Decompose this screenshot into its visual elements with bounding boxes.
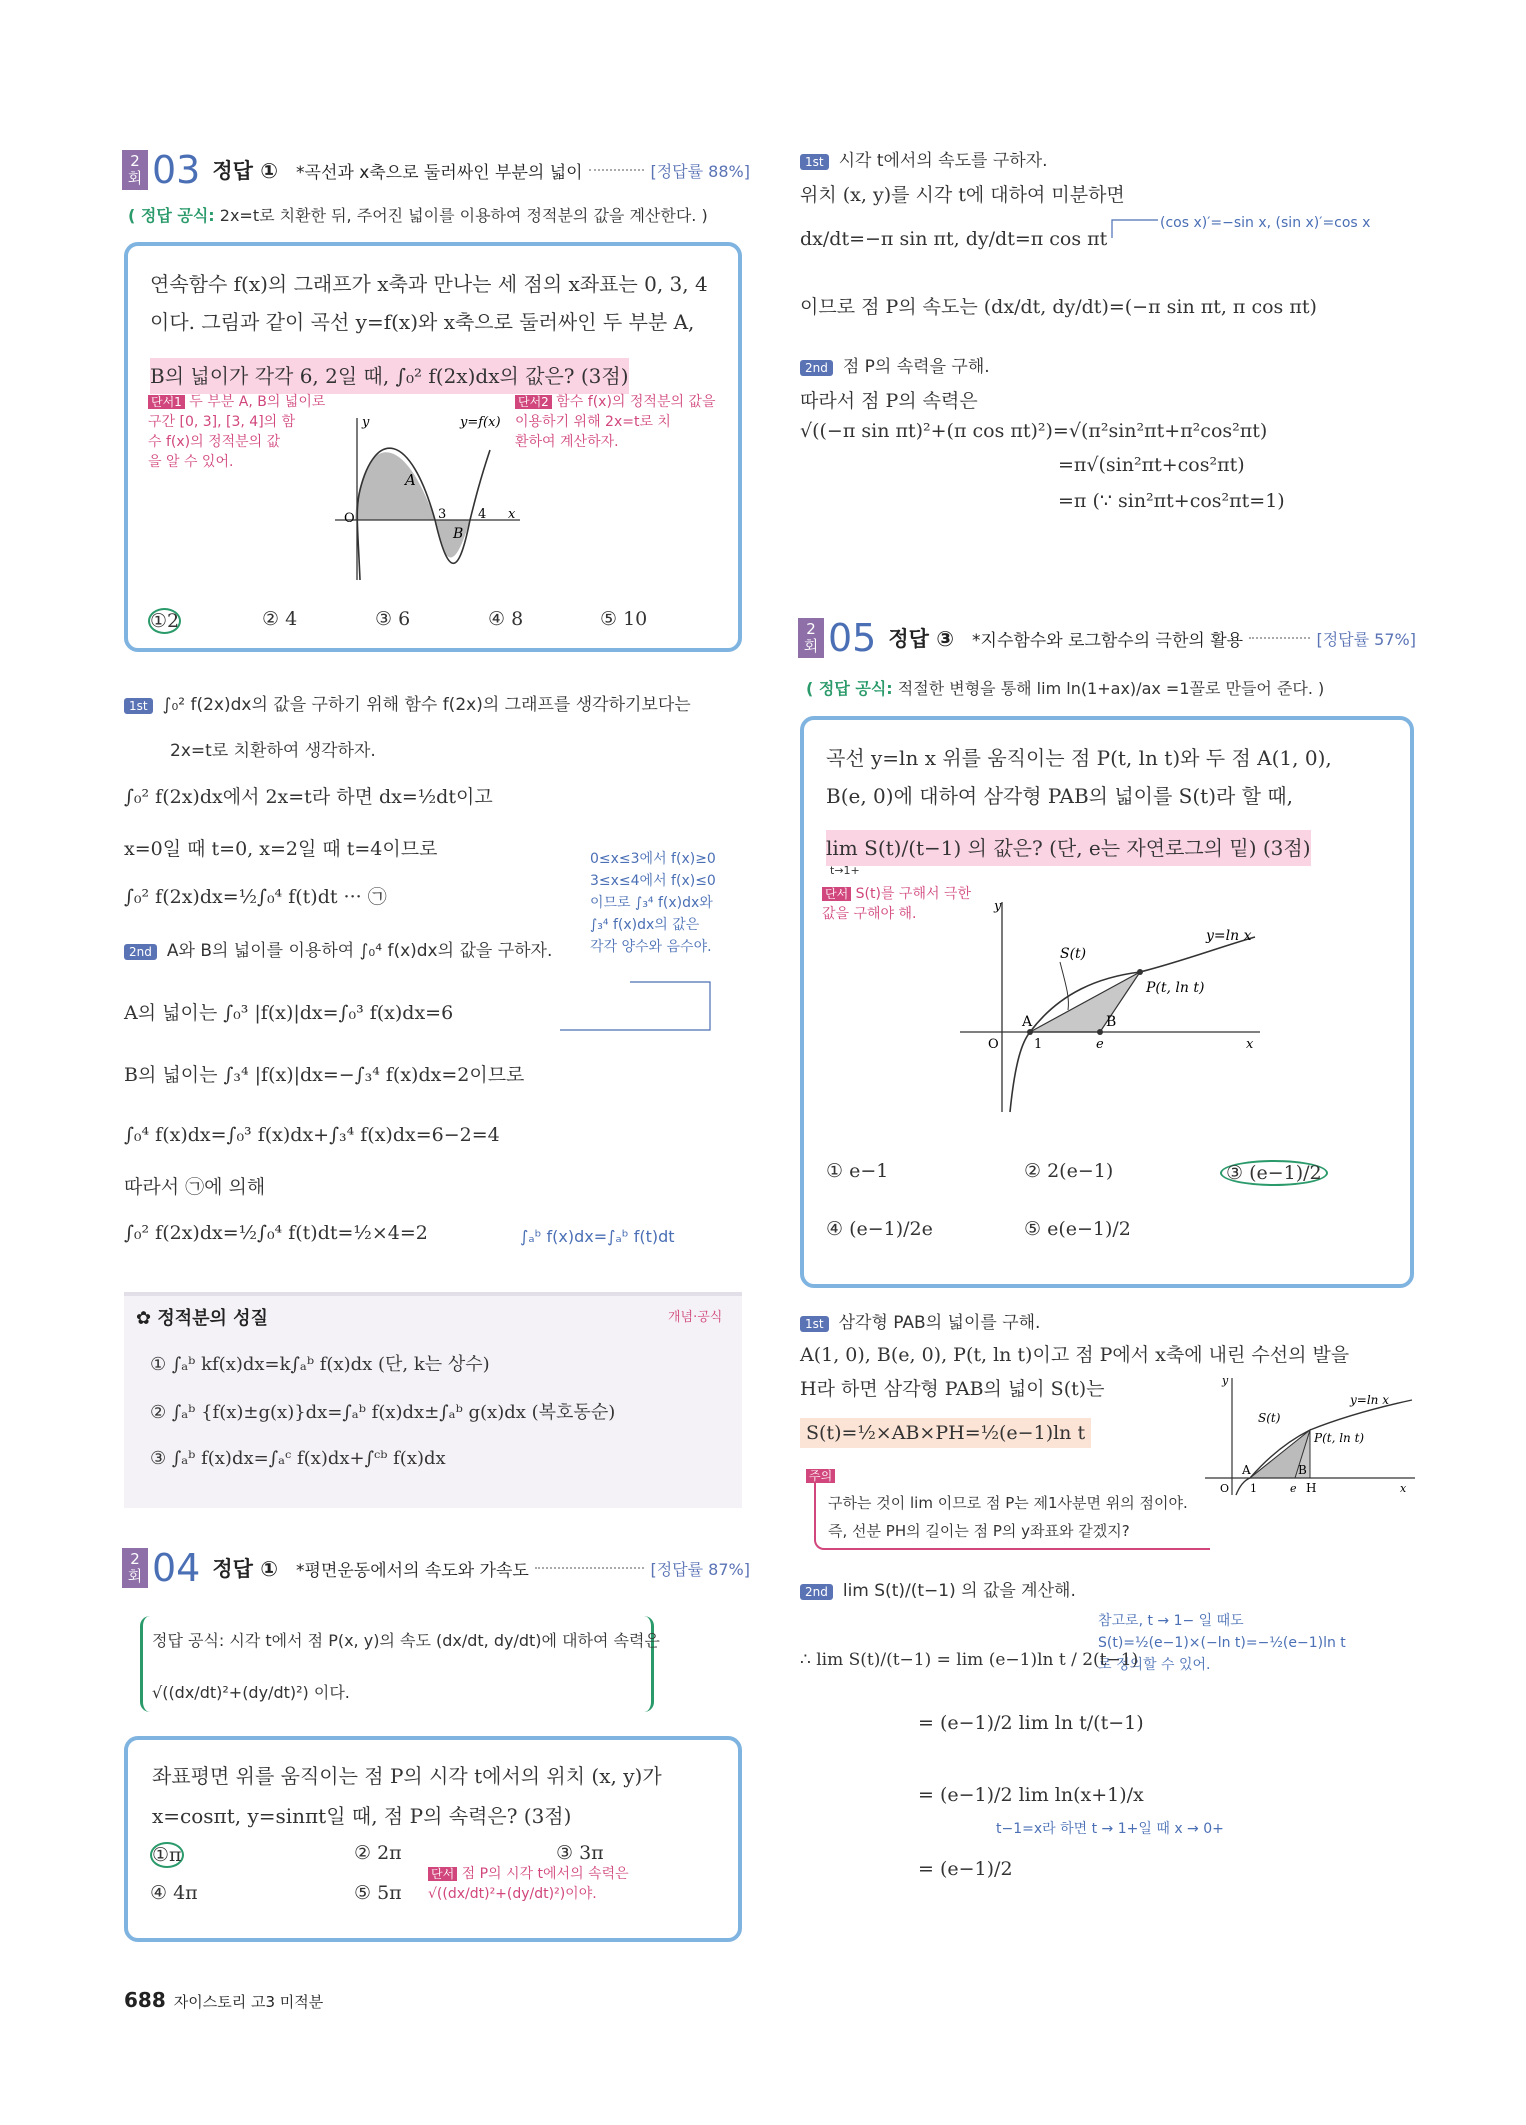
- p05-eq-4: ∴ lim S(t)/(t−1) = lim (e−1)ln t / 2(t−1): [800, 1650, 1139, 1670]
- property-item-3: ③ ∫ₐᵇ f(x)dx=∫ₐᶜ f(x)dx+∫ᶜᵇ f(x)dx: [150, 1448, 446, 1469]
- graph-03: [330, 410, 530, 585]
- side-note-2: ∫ₐᵇ f(x)dx=∫ₐᵇ f(t)dt: [520, 1227, 675, 1246]
- choice-4[interactable]: ④ 4π: [150, 1882, 198, 1904]
- svg-text:y: y: [362, 415, 370, 430]
- answer-formula-2: √((dx/dt)²+(dy/dt)²) 이다.: [152, 1683, 350, 1702]
- svg-text:y=ln x: y=ln x: [1206, 928, 1252, 944]
- equation-3: ∫₀² f(2x)dx=½∫₀⁴ f(t)dt ··· ㉠: [124, 886, 387, 908]
- hint-05: 단서 S(t)를 구해서 극한 값을 구해야 해.: [822, 886, 971, 922]
- problem-number: 04: [152, 1546, 201, 1590]
- problem-number: 05: [828, 616, 877, 660]
- property-item-2: ② ∫ₐᵇ {f(x)±g(x)}dx=∫ₐᵇ f(x)dx±∫ₐᵇ g(x)dx (복호동순): [150, 1402, 616, 1423]
- question-line-3: B의 넓이가 각각 6, 2일 때, ∫₀² f(2x)dx의 값은? (3점): [150, 358, 629, 394]
- svg-text:H: H: [1306, 1481, 1317, 1495]
- problem-05-header: [798, 616, 1416, 660]
- problem-topic: *지수함수와 로그함수의 극한의 활용: [972, 630, 1244, 651]
- p05-eq-5: = (e−1)/2 lim ln t/(t−1): [918, 1712, 1144, 1734]
- svg-text:y=f(x): y=f(x): [460, 415, 501, 430]
- round-badge: 2 회: [122, 150, 148, 190]
- choice-3[interactable]: ③ (e−1)/2: [1220, 1160, 1328, 1186]
- problem-04-header: [122, 1546, 750, 1590]
- p04-note-1: (cos x)′=−sin x, (sin x)′=cos x: [1160, 215, 1371, 231]
- p05-step-2: 2nd lim S(t)/(t−1) 의 값을 계산해.: [800, 1576, 1076, 1601]
- choice-3[interactable]: ③ 3π: [556, 1842, 604, 1864]
- side-note-1: 0≤x≤3에서 f(x)≥0 3≤x≤4에서 f(x)≤0 이므로 ∫₃⁴ f(x)dx와 ∫₃⁴ f(x)dx의 값은 각각 양수와 음수야.: [590, 851, 716, 955]
- p04-step-1: 1st 시각 t에서의 속도를 구하자.: [800, 146, 1048, 171]
- p04-eq-7: =π (∵ sin²πt+cos²πt=1): [1058, 490, 1285, 512]
- choice-5[interactable]: ⑤ 5π: [354, 1882, 402, 1904]
- equation-4: A의 넓이는 ∫₀³ |f(x)|dx=∫₀³ f(x)dx=6: [124, 1002, 454, 1024]
- correct-rate: [정답률 87%]: [650, 1559, 750, 1579]
- p04-note-arrow: [1110, 210, 1164, 240]
- page-footer: 688 자이스토리 고3 미적분: [124, 1988, 324, 2012]
- question-line-1: 곡선 y=ln x 위를 움직이는 점 P(t, ln t)와 두 점 A(1, 0),: [826, 746, 1332, 770]
- svg-text:P(t, ln t): P(t, ln t): [1314, 1431, 1365, 1445]
- question-line-1: 좌표평면 위를 움직이는 점 P의 시각 t에서의 위치 (x, y)가: [152, 1764, 662, 1788]
- choice-4[interactable]: ④ (e−1)/2e: [826, 1218, 933, 1240]
- problem-03-header: [122, 148, 750, 192]
- svg-text:P(t, ln t): P(t, ln t): [1146, 980, 1205, 996]
- p05-note-1: 참고로, t → 1− 일 때도 S(t)=½(e−1)×(−ln t)=−½(e−1)ln t 로 정의할 수 있어.: [1098, 1613, 1346, 1673]
- svg-text:O: O: [344, 511, 355, 526]
- p05-eq-3: S(t)=½×AB×PH=½(e−1)ln t: [800, 1418, 1091, 1448]
- equation-6: ∫₀⁴ f(x)dx=∫₀³ f(x)dx+∫₃⁴ f(x)dx=6−2=4: [124, 1124, 500, 1146]
- p04-eq-5: √((−π sin πt)²+(π cos πt)²)=√(π²sin²πt+π²cos²πt): [800, 420, 1268, 442]
- question-line-1: 연속함수 f(x)의 그래프가 x축과 만나는 세 점의 x좌표는 0, 3, 4: [150, 272, 708, 296]
- svg-text:3: 3: [438, 507, 447, 522]
- p04-eq-4: 따라서 점 P의 속력은: [800, 390, 978, 412]
- svg-text:O: O: [1220, 1482, 1230, 1495]
- svg-text:O: O: [988, 1037, 999, 1052]
- answer-label: 정답 ①: [212, 159, 279, 183]
- svg-text:4: 4: [478, 507, 487, 522]
- choice-1[interactable]: ①π: [152, 1844, 182, 1866]
- choice-4[interactable]: ④ 8: [488, 608, 524, 630]
- svg-text:1: 1: [1034, 1037, 1043, 1052]
- answer-formula: ( 정답 공식: 2x=t로 치환한 뒤, 주어진 넓이를 이용하여 정적분의 값을 계산한다. ): [128, 206, 708, 225]
- hint-04: 단서 점 P의 시각 t에서의 속력은 √((dx/dt)²+(dy/dt)²)이야.: [428, 1866, 629, 1902]
- problem-topic: *평면운동에서의 속도와 가속도: [296, 1560, 529, 1581]
- connector-lines: [560, 980, 720, 1080]
- hint-1: 단서1 두 부분 A, B의 넓이로 구간 [0, 3], [3, 4]의 함 수 f(x)의 정적분의 값 을 알 수 있어.: [148, 394, 326, 470]
- p04-eq-6: =π√(sin²πt+cos²πt): [1058, 454, 1245, 476]
- svg-text:x: x: [508, 507, 516, 522]
- caution-line-1: 구하는 것이 lim 이므로 점 P는 제1사분면 위의 점이야.: [828, 1494, 1188, 1512]
- svg-text:y: y: [994, 899, 1002, 914]
- equation-2: x=0일 때 t=0, x=2일 때 t=4이므로: [124, 838, 438, 860]
- question-line-2: 이다. 그림과 같이 곡선 y=f(x)와 x축으로 둘러싸인 두 부분 A,: [150, 310, 695, 334]
- choice-2[interactable]: ② 2π: [354, 1842, 402, 1864]
- p05-eq-8: = (e−1)/2: [918, 1858, 1013, 1880]
- correct-rate: [정답률 88%]: [650, 161, 750, 181]
- choice-1[interactable]: ①2: [150, 610, 180, 632]
- svg-text:B: B: [1298, 1463, 1307, 1477]
- p04-eq-3: 이므로 점 P의 속도는 (dx/dt, dy/dt)=(−π sin πt, π cos πt): [800, 296, 1317, 318]
- equation-5: B의 넓이는 ∫₃⁴ |f(x)|dx=−∫₃⁴ f(x)dx=2이므로: [124, 1064, 525, 1086]
- svg-text:B: B: [453, 526, 464, 542]
- svg-text:x: x: [1400, 1482, 1407, 1495]
- correct-rate: [정답률 57%]: [1316, 629, 1416, 649]
- answer-formula-1: 정답 공식: 시각 t에서 점 P(x, y)의 속도 (dx/dt, dy/dt)에 대하여 속력은: [152, 1631, 660, 1650]
- property-tag: 개념·공식: [668, 1310, 723, 1325]
- answer-label: 정답 ③: [888, 627, 955, 651]
- equation-1: ∫₀² f(2x)dx에서 2x=t라 하면 dx=½dt이고: [124, 786, 493, 808]
- property-item-1: ① ∫ₐᵇ kf(x)dx=k∫ₐᵇ f(x)dx (단, k는 상수): [150, 1354, 490, 1375]
- property-title: ✿ 정적분의 성질: [136, 1308, 268, 1329]
- equation-8: ∫₀² f(2x)dx=½∫₀⁴ f(t)dt=½×4=2: [124, 1222, 428, 1244]
- svg-text:A: A: [1242, 1463, 1251, 1477]
- p05-eq-2: H라 하면 삼각형 PAB의 넓이 S(t)는: [800, 1378, 1105, 1400]
- round-badge: 2 회: [122, 1548, 148, 1588]
- graph-05: [950, 892, 1270, 1122]
- p04-step-2: 2nd 점 P의 속력을 구해.: [800, 352, 990, 377]
- question-line-2: x=cosπt, y=sinπt일 때, 점 P의 속력은? (3점): [152, 1804, 572, 1828]
- equation-7: 따라서 ㉠에 의해: [124, 1176, 266, 1198]
- p05-eq-6: = (e−1)/2 lim ln(x+1)/x: [918, 1784, 1144, 1806]
- round-badge: 2 회: [798, 618, 824, 658]
- answer-label: 정답 ①: [212, 1557, 279, 1581]
- question-line-3: lim S(t)/(t−1) 의 값은? (단, e는 자연로그의 밑) (3점): [826, 830, 1311, 866]
- answer-formula: ( 정답 공식: 적절한 변형을 통해 lim ln(1+ax)/ax =1꼴로 만들어 준다. ): [806, 679, 1325, 698]
- problem-topic: *곡선과 x축으로 둘러싸인 부분의 넓이: [296, 162, 583, 183]
- svg-text:e: e: [1096, 1037, 1104, 1052]
- caution-tag: 주의: [806, 1466, 835, 1486]
- svg-text:A: A: [1022, 1014, 1033, 1030]
- question-line-2: B(e, 0)에 대하여 삼각형 PAB의 넓이를 S(t)라 할 때,: [826, 784, 1294, 808]
- choice-1[interactable]: ① e−1: [826, 1160, 889, 1182]
- p05-eq-1: A(1, 0), B(e, 0), P(t, ln t)이고 점 P에서 x축에 내린 수선의 발을: [800, 1344, 1350, 1366]
- solution-step-1b: 2x=t로 치환하여 생각하자.: [170, 741, 376, 761]
- hint-2: 단서2 함수 f(x)의 정적분의 값을 이용하기 위해 2x=t로 치 환하여 계산하자.: [515, 394, 716, 450]
- svg-text:S(t): S(t): [1060, 946, 1087, 962]
- p05-step-1: 1st 삼각형 PAB의 넓이를 구해.: [800, 1308, 1040, 1333]
- choice-3[interactable]: ③ 6: [375, 608, 411, 630]
- p04-eq-2: dx/dt=−π sin πt, dy/dt=π cos πt: [800, 228, 1108, 250]
- p05-eq-7-note: t−1=x라 하면 t → 1+일 때 x → 0+: [996, 1821, 1224, 1837]
- svg-text:1: 1: [1250, 1482, 1257, 1495]
- solution-step-2: 2nd A와 B의 넓이를 이용하여 ∫₀⁴ f(x)dx의 값을 구하자.: [124, 936, 552, 961]
- graph-05-small: [1200, 1370, 1420, 1500]
- svg-text:y: y: [1222, 1374, 1229, 1387]
- svg-text:B: B: [1106, 1014, 1117, 1030]
- choice-5[interactable]: ⑤ 10: [600, 608, 648, 630]
- svg-text:x: x: [1246, 1037, 1254, 1052]
- choice-2[interactable]: ② 2(e−1): [1024, 1160, 1114, 1182]
- choice-5[interactable]: ⑤ e(e−1)/2: [1024, 1218, 1131, 1240]
- svg-text:y=ln x: y=ln x: [1350, 1393, 1389, 1407]
- question-lim-sub: t→1+: [830, 864, 860, 877]
- choice-2[interactable]: ② 4: [262, 608, 298, 630]
- svg-text:S(t): S(t): [1258, 1411, 1281, 1425]
- problem-number: 03: [152, 148, 201, 192]
- svg-text:A: A: [405, 471, 416, 489]
- svg-text:e: e: [1290, 1482, 1297, 1495]
- p04-eq-1: 위치 (x, y)를 시각 t에 대하여 미분하면: [800, 184, 1125, 206]
- caution-line-2: 즉, 선분 PH의 길이는 점 P의 y좌표와 같겠지?: [828, 1522, 1130, 1540]
- solution-step-1: 1st ∫₀² f(2x)dx의 값을 구하기 위해 함수 f(2x)의 그래프를 생각하기보다는: [124, 690, 691, 715]
